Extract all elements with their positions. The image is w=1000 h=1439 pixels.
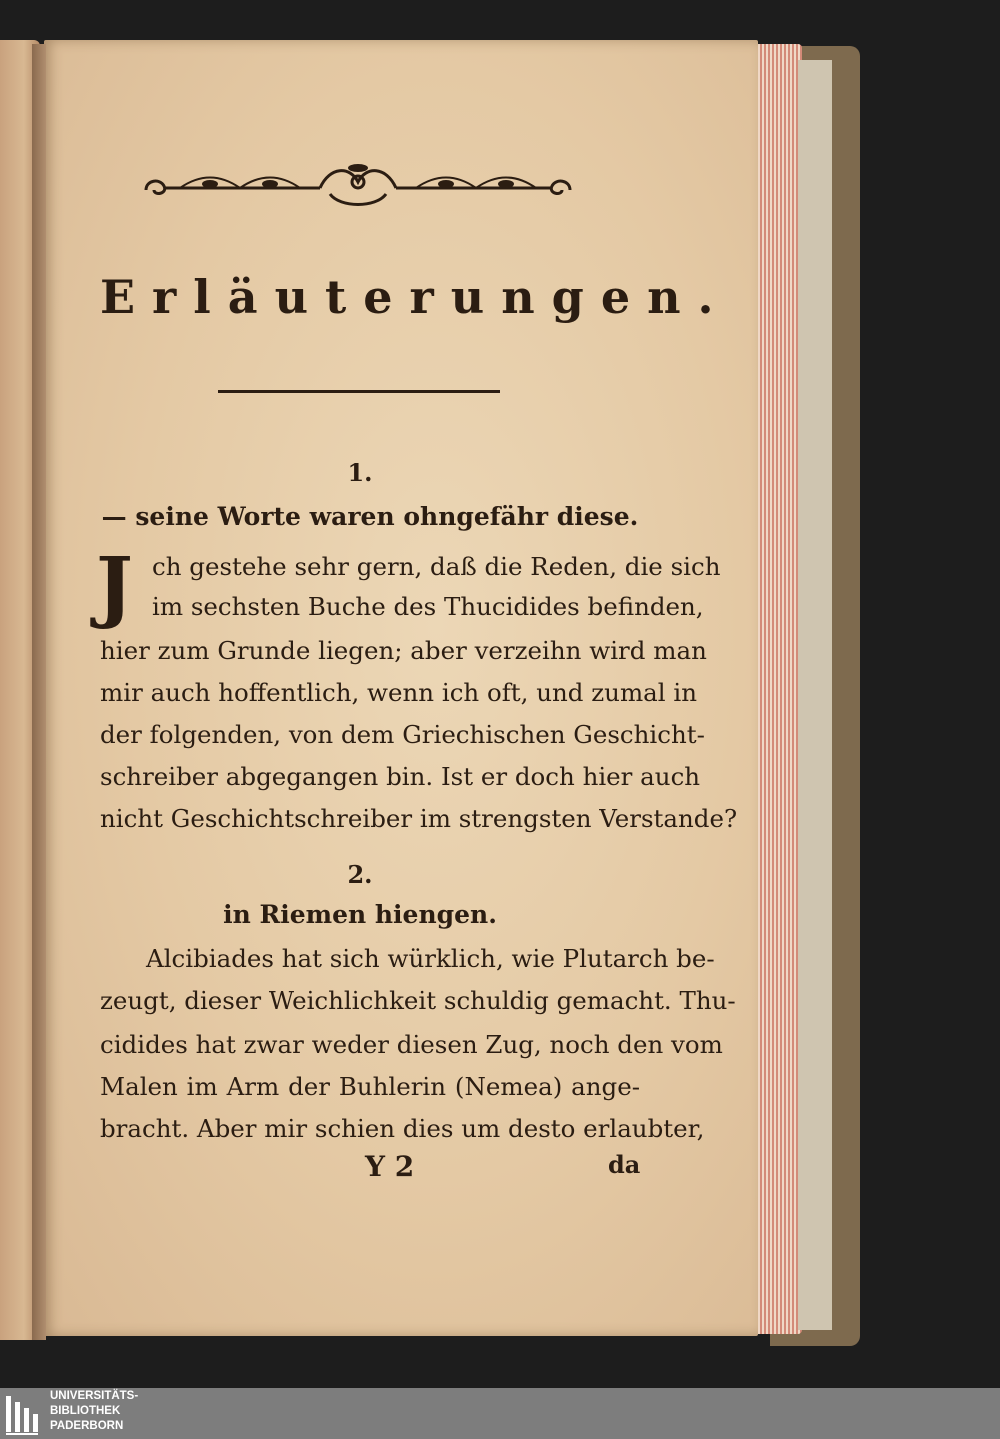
note-lemma: — seine Worte waren ohngefähr diese. (101, 502, 639, 531)
logo-line: BIBLIOTHEK (50, 1405, 121, 1417)
endpaper (798, 60, 832, 1330)
text-line: bracht. Aber mir schien dies um desto erlaubter, (100, 1114, 705, 1143)
text-line: hier zum Grunde liegen; aber verzeihn wird man (100, 636, 707, 665)
university-library-logo-icon (4, 1392, 46, 1436)
text-line: im sechsten Buche des Thucidides befinden, (152, 592, 704, 621)
catchword: da (608, 1150, 641, 1179)
text-line: Malen im Arm der Buhlerin (Nemea) ange- (100, 1072, 640, 1101)
ornament-vignette-icon (140, 160, 576, 216)
text-line: mir auch hoffentlich, wenn ich oft, und zumal in (100, 678, 698, 707)
note-number: 1. (347, 458, 373, 487)
text-line: Alcibiades hat sich würklich, wie Plutarch be- (146, 944, 715, 973)
note-number: 2. (347, 860, 373, 889)
text-line: schreiber abgegangen bin. Ist er doch hier auch (100, 762, 701, 791)
title-rule (218, 390, 500, 393)
page-title: Erläuterungen. (100, 270, 731, 324)
book-gutter (32, 44, 46, 1340)
text-line: cidides hat zwar weder diesen Zug, noch den vom (100, 1030, 723, 1059)
logo-line: UNIVERSITÄTS- (50, 1390, 139, 1402)
page-edges (752, 44, 802, 1334)
note-lemma: in Riemen hiengen. (223, 900, 497, 929)
signature-mark: Y 2 (365, 1150, 415, 1183)
text-line: nicht Geschichtschreiber im strengsten Verstande? (100, 804, 738, 833)
drop-cap: J (96, 541, 133, 632)
text-line: der folgenden, von dem Griechischen Geschicht- (100, 720, 705, 749)
text-line: ch gestehe sehr gern, daß die Reden, die sich (152, 552, 721, 581)
library-logo-text (50, 1389, 200, 1434)
text-line: zeugt, dieser Weichlichkeit schuldig gemacht. Thu- (100, 986, 736, 1015)
logo-line: PADERBORN (50, 1420, 124, 1432)
